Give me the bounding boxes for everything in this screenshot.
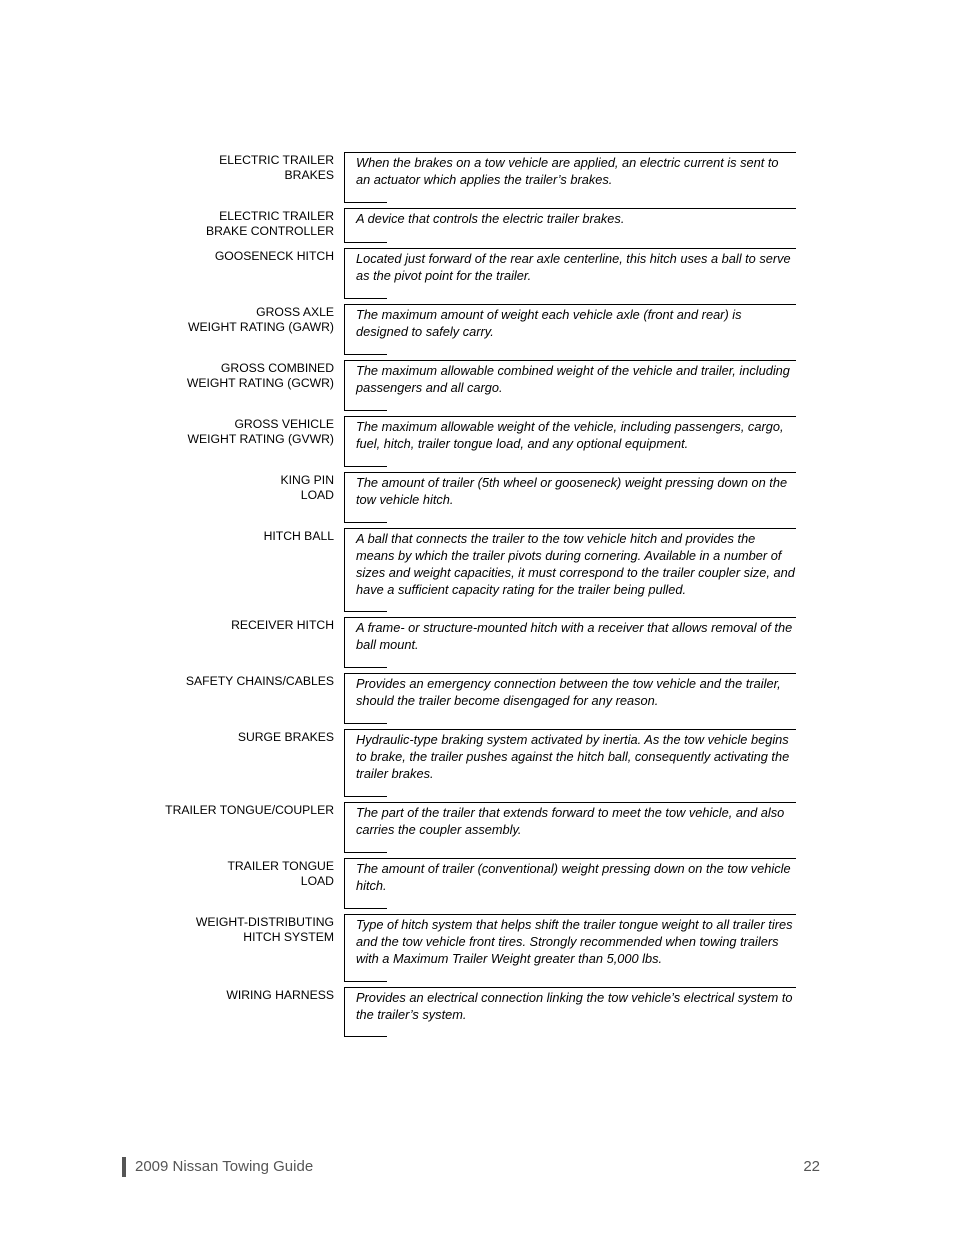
glossary-term: TRAILER TONGUE/COUPLER [165,803,334,817]
definition-bracket [344,522,387,523]
definition-bracket [344,611,387,612]
glossary [0,152,954,1037]
glossary-term: RECEIVER HITCH [231,618,334,632]
glossary-definition: A frame- or structure-mounted hitch with a receiver that allows removal of the ball mount. [344,617,796,668]
glossary-term: SURGE BRAKES [237,730,334,744]
glossary-entry [0,248,954,299]
glossary-definition: Provides an emergency connection between the tow vehicle and the trailer, should the trailer become disengaged for any reason. [344,673,796,724]
glossary-entry [0,416,954,467]
glossary-entry [0,729,954,797]
glossary-definition: A ball that connects the trailer to the tow vehicle hitch and provides the means by which the trailer pivots during cornering. Available in a number of sizes and weight capacities, it must correspond to the trailer coupler size, and have a sufficient capacity rating for the trailer being pulled. [344,528,796,612]
glossary-term: KING PIN LOAD [280,473,334,502]
glossary-term: GOOSENECK HITCH [214,249,334,263]
glossary-definition: Hydraulic-type braking system activated by inertia. As the tow vehicle begins to brake, the trailer pushes against the hitch ball, consequently activating the trailer brakes. [344,729,796,797]
glossary-definition: When the brakes on a tow vehicle are applied, an electric current is sent to an actuator which applies the trailer’s brakes. [344,152,796,203]
glossary-definition: The maximum amount of weight each vehicle axle (front and rear) is designed to safely carry. [344,304,796,355]
glossary-entry [0,617,954,668]
glossary-entry [0,802,954,853]
glossary-term: GROSS COMBINED WEIGHT RATING (GCWR) [186,361,334,390]
glossary-entry [0,987,954,1037]
definition-bracket [344,796,387,797]
glossary-entry [0,914,954,982]
glossary-term: WIRING HARNESS [226,988,334,1002]
glossary-definition: Provides an electrical connection linking the tow vehicle’s electrical system to the trailer’s system. [344,987,796,1037]
glossary-term: GROSS VEHICLE WEIGHT RATING (GVWR) [187,417,334,446]
glossary-entry [0,304,954,355]
glossary-entry [0,528,954,612]
definition-bracket [344,723,387,724]
definition-bracket [344,410,387,411]
glossary-entry [0,152,954,203]
footer-bar [122,1157,126,1177]
definition-bracket [344,852,387,853]
glossary-entry [0,673,954,724]
glossary-term: HITCH BALL [263,529,334,543]
definition-bracket [344,908,387,909]
definition-bracket [344,298,387,299]
glossary-entry [0,472,954,523]
definition-bracket [344,667,387,668]
glossary-term: ELECTRIC TRAILER BRAKE CONTROLLER [206,209,334,238]
definition-bracket [344,354,387,355]
glossary-entry [0,208,954,243]
glossary-term: TRAILER TONGUE LOAD [227,859,334,888]
definition-bracket [344,202,387,203]
glossary-definition: Type of hitch system that helps shift the trailer tongue weight to all trailer tires and the tow vehicle front tires. Strongly recommended when towing trailers with a Maximum Trailer Weight greater than 5,000 lbs. [344,914,796,982]
glossary-definition: The amount of trailer (5th wheel or gooseneck) weight pressing down on the tow vehicle hitch. [344,472,796,523]
glossary-term: SAFETY CHAINS/CABLES [185,674,334,688]
page-number: 22 [803,1158,820,1175]
glossary-term: ELECTRIC TRAILER BRAKES [219,153,334,182]
glossary-definition: A device that controls the electric trailer brakes. [344,208,796,243]
definition-bracket [344,242,387,243]
glossary-definition: The maximum allowable weight of the vehicle, including passengers, cargo, fuel, hitch, trailer tongue load, and any optional equipment. [344,416,796,467]
glossary-entry [0,360,954,411]
glossary-entry [0,858,954,909]
glossary-definition: The part of the trailer that extends forward to meet the tow vehicle, and also carries the coupler assembly. [344,802,796,853]
definition-bracket [344,466,387,467]
glossary-term: WEIGHT-DISTRIBUTING HITCH SYSTEM [195,915,334,944]
definition-bracket [344,981,387,982]
glossary-definition: Located just forward of the rear axle centerline, this hitch uses a ball to serve as the pivot point for the trailer. [344,248,796,299]
glossary-term: GROSS AXLE WEIGHT RATING (GAWR) [187,305,334,334]
glossary-definition: The amount of trailer (conventional) weight pressing down on the tow vehicle hitch. [344,858,796,909]
glossary-definition: The maximum allowable combined weight of the vehicle and trailer, including passengers and all cargo. [344,360,796,411]
definition-bracket [344,1036,387,1037]
footer-title: 2009 Nissan Towing Guide [135,1158,314,1175]
